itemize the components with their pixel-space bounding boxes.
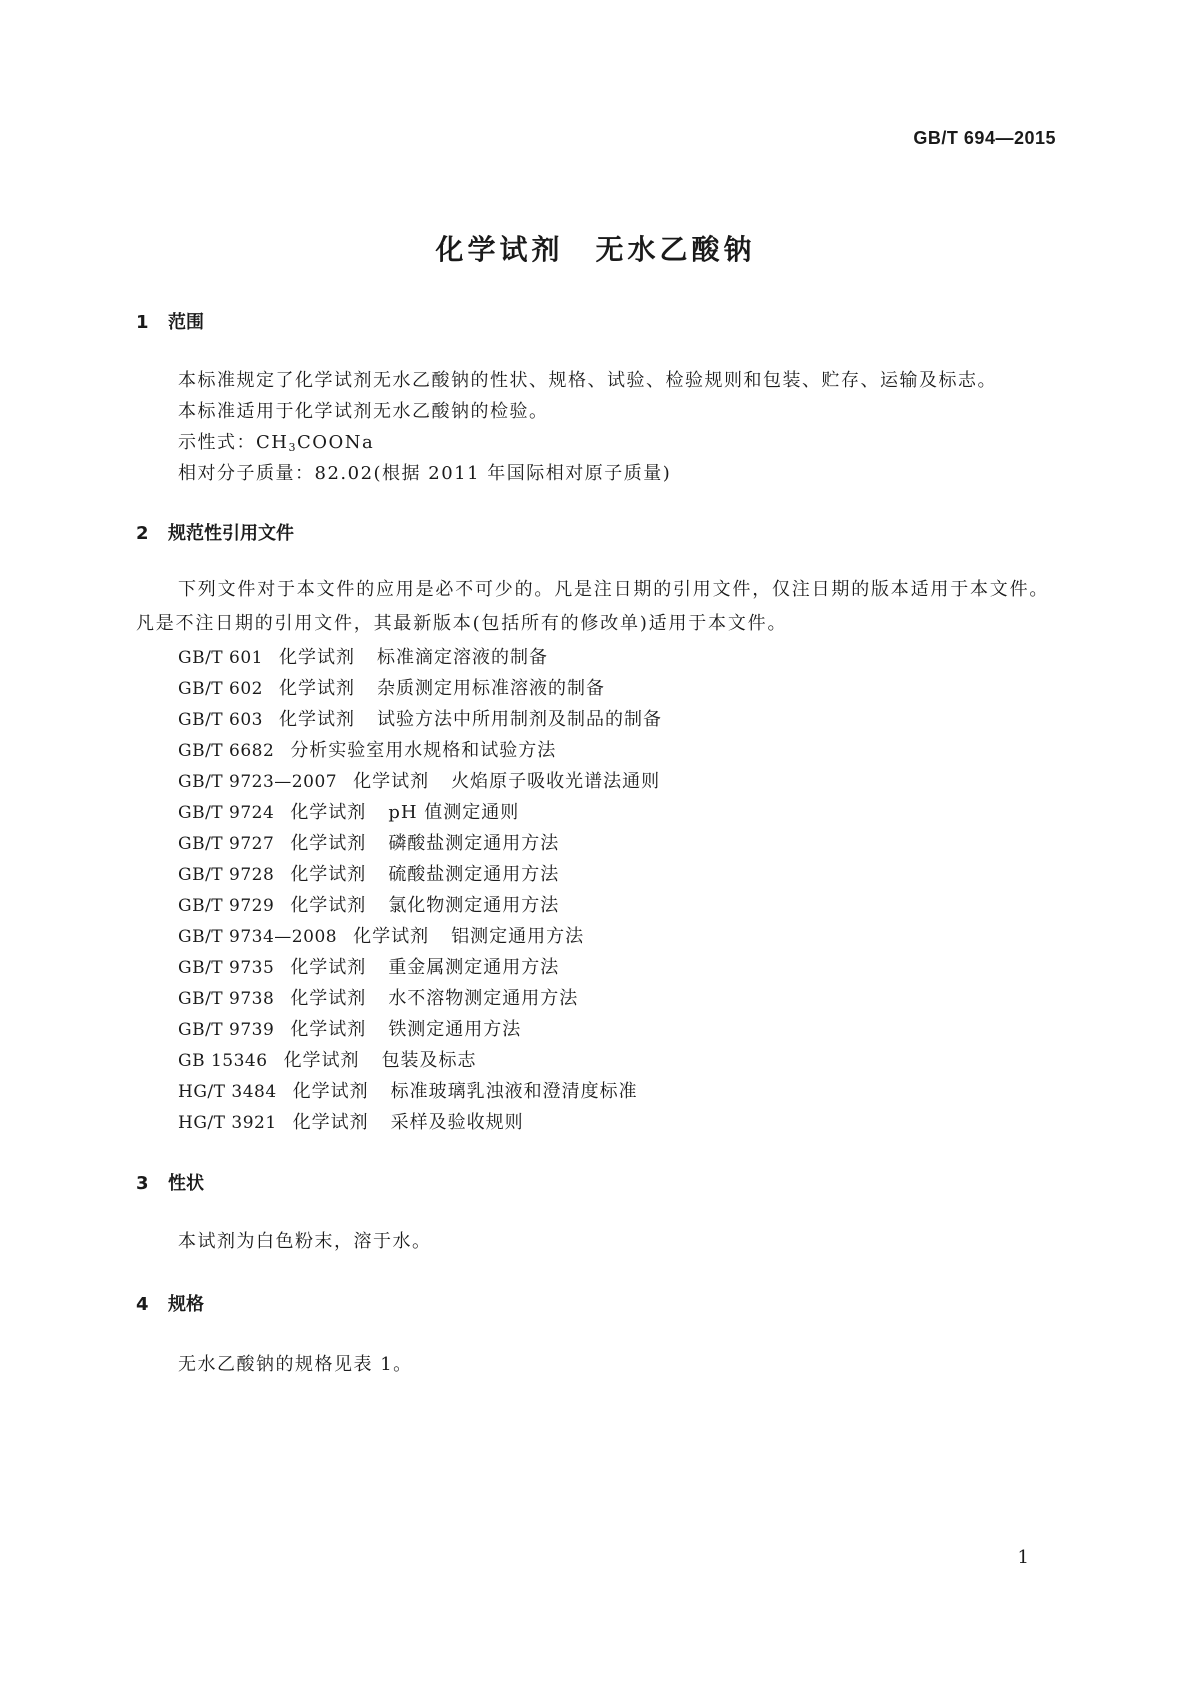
reference-code: GB/T 601 xyxy=(178,648,263,668)
reference-title-part-1: 化学试剂 xyxy=(292,1081,369,1102)
reference-title-part-2: 硫酸盐测定通用方法 xyxy=(388,864,560,885)
reference-item xyxy=(178,829,559,855)
reference-item xyxy=(178,860,559,886)
reference-title-part-2: 标准玻璃乳浊液和澄清度标准 xyxy=(390,1081,638,1102)
reference-item xyxy=(178,953,559,979)
reference-title-part-2: 杂质测定用标准溶液的制备 xyxy=(377,678,605,699)
formula-part-b: COONa xyxy=(296,432,375,453)
page-number: 1 xyxy=(1017,1547,1029,1568)
section-1-heading xyxy=(136,308,204,334)
standard-number: GB/T 694—2015 xyxy=(913,128,1056,148)
reference-title-part-2: 氯化物测定通用方法 xyxy=(388,895,560,916)
reference-code: GB/T 9739 xyxy=(178,1020,275,1040)
document-title: 化学试剂 无水乙酸钠 xyxy=(435,233,756,266)
reference-code: GB/T 9727 xyxy=(178,834,275,854)
molecular-mass-line: 相对分子质量：82.02(根据 2011 年国际相对原子质量) xyxy=(178,463,672,484)
section-number: 1 xyxy=(136,312,149,333)
reference-title-part-2: 包装及标志 xyxy=(381,1050,477,1071)
reference-title-part-1: 化学试剂 xyxy=(290,833,367,854)
reference-title-part-1: 化学试剂 xyxy=(279,678,355,699)
reference-title-part-1: 化学试剂 xyxy=(353,771,430,792)
reference-title-part-1: 化学试剂 xyxy=(290,895,367,916)
section-title: 性状 xyxy=(168,1173,204,1194)
reference-code: GB/T 9728 xyxy=(178,865,275,885)
reference-item xyxy=(178,767,660,793)
reference-code: HG/T 3484 xyxy=(178,1082,277,1102)
reference-item xyxy=(178,984,578,1010)
reference-title-part-2: 磷酸盐测定通用方法 xyxy=(388,833,560,854)
reference-title-part-1: 化学试剂 xyxy=(279,709,355,730)
reference-code: GB/T 9734—2008 xyxy=(178,927,338,947)
reference-title-part-2: 水不溶物测定通用方法 xyxy=(388,988,579,1009)
formula-line xyxy=(178,428,374,454)
reference-title-part-1: 化学试剂 xyxy=(283,1050,360,1071)
formula-subscript: 3 xyxy=(288,441,297,454)
reference-item xyxy=(178,798,519,824)
section-number: 2 xyxy=(136,523,149,544)
section-number: 4 xyxy=(136,1294,149,1315)
reference-code: GB/T 9738 xyxy=(178,989,275,1009)
properties-paragraph: 本试剂为白色粉末，溶于水。 xyxy=(178,1231,432,1252)
reference-code: GB/T 9724 xyxy=(178,803,275,823)
reference-title-part-1: 化学试剂 xyxy=(292,1112,369,1133)
reference-title-part-1: 化学试剂 xyxy=(353,926,430,947)
reference-title-part-1: 化学试剂 xyxy=(279,647,355,668)
formula-part-a: CH xyxy=(256,432,289,453)
reference-title-part-1: 化学试剂 xyxy=(290,957,367,978)
reference-item xyxy=(178,1046,477,1072)
reference-item xyxy=(178,922,584,948)
reference-title-part-1: 化学试剂 xyxy=(290,988,367,1009)
section-number: 3 xyxy=(136,1173,149,1194)
reference-item xyxy=(178,1015,521,1041)
reference-title-part-2: 铁测定通用方法 xyxy=(388,1019,522,1040)
section-title: 规格 xyxy=(168,1294,204,1315)
reference-code: GB/T 9723—2007 xyxy=(178,772,338,792)
section-title: 规范性引用文件 xyxy=(168,523,294,544)
reference-item xyxy=(178,891,559,917)
section-title: 范围 xyxy=(168,312,204,333)
references-intro: 下列文件对于本文件的应用是必不可少的。凡是注日期的引用文件，仅注日期的版本适用于本文件。凡是不注日期的引用文件，其最新版本(包括所有的修改单)适用于本文件。 xyxy=(136,579,1050,634)
reference-code: HG/T 3921 xyxy=(178,1113,277,1133)
reference-title-part-1: 化学试剂 xyxy=(290,1019,367,1040)
reference-title-part-1: 化学试剂 xyxy=(290,864,367,885)
reference-code: GB 15346 xyxy=(178,1051,268,1071)
applicability-paragraph: 本标准适用于化学试剂无水乙酸钠的检验。 xyxy=(178,401,549,422)
scope-paragraph: 本标准规定了化学试剂无水乙酸钠的性状、规格、试验、检验规则和包装、贮存、运输及标志。 xyxy=(178,370,997,391)
section-4-heading xyxy=(136,1290,204,1316)
reference-item xyxy=(178,1108,524,1134)
reference-item xyxy=(178,1077,638,1103)
reference-title-part-2: pH 值测定通则 xyxy=(388,802,520,823)
reference-title-part-1: 化学试剂 xyxy=(290,802,367,823)
reference-title-part-2: 标准滴定溶液的制备 xyxy=(377,647,548,668)
reference-item xyxy=(178,643,548,669)
reference-item xyxy=(178,705,662,731)
formula-label: 示性式： xyxy=(178,432,256,453)
specification-paragraph: 无水乙酸钠的规格见表 1。 xyxy=(178,1354,413,1375)
reference-title-part-1: 分析实验室用水规格和试验方法 xyxy=(290,740,557,761)
reference-code: GB/T 603 xyxy=(178,710,263,730)
reference-item xyxy=(178,674,605,700)
reference-title-part-2: 重金属测定通用方法 xyxy=(388,957,560,978)
reference-title-part-2: 铝测定通用方法 xyxy=(451,926,585,947)
reference-title-part-2: 采样及验收规则 xyxy=(390,1112,524,1133)
reference-item xyxy=(178,736,578,762)
reference-code: GB/T 9729 xyxy=(178,896,275,916)
reference-code: GB/T 602 xyxy=(178,679,263,699)
section-3-heading xyxy=(136,1169,204,1195)
section-2-heading xyxy=(136,519,294,545)
reference-code: GB/T 6682 xyxy=(178,741,275,761)
reference-code: GB/T 9735 xyxy=(178,958,275,978)
reference-title-part-2: 火焰原子吸收光谱法通则 xyxy=(451,771,661,792)
reference-title-part-2: 试验方法中所用制剂及制品的制备 xyxy=(377,709,662,730)
